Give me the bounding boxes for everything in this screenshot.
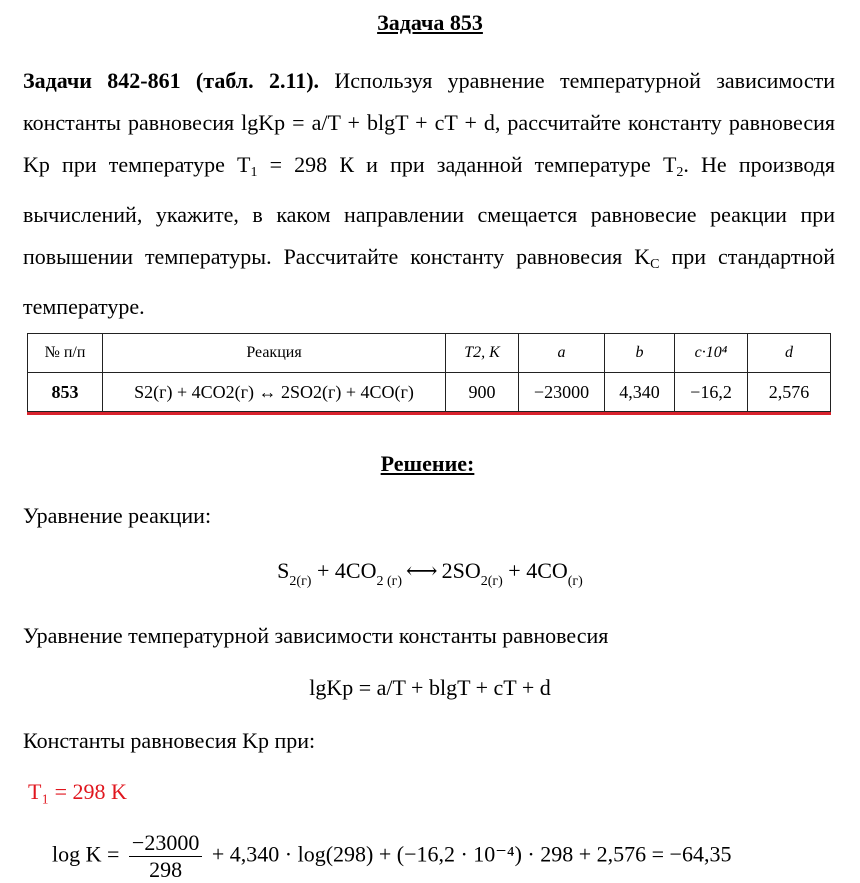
formula-fraction	[129, 830, 202, 883]
cell-t2: 900	[446, 373, 519, 412]
formula-numerator: −23000	[129, 830, 202, 857]
header-t2: T2, K	[446, 334, 519, 373]
formula-eq: =	[101, 841, 125, 867]
table-header-row	[28, 334, 831, 373]
eq-arrow-icon: ⟷	[406, 558, 438, 583]
problem-sub-3: C	[650, 257, 660, 272]
cell-b: 4,340	[605, 373, 675, 412]
cell-d: 2,576	[748, 373, 831, 412]
header-c: c·10⁴	[675, 334, 748, 373]
data-table	[27, 333, 831, 412]
reaction-equation	[0, 558, 860, 590]
problem-sub-2: 2	[676, 165, 684, 180]
eq-co-sub: (г)	[567, 574, 583, 589]
temp-dependence-label: Уравнение температурной зависимости константы равновесия	[23, 623, 609, 648]
header-a: a	[519, 334, 605, 373]
problem-text-4: при стандартной температуре.	[23, 244, 836, 319]
cell-num: 853	[28, 373, 103, 412]
problem-text-3: . Не производя вычислений, укажите, в каком направлении смещается равновесие реакции при повышении температуры. Рассчитайте константу равновесия K	[23, 152, 836, 269]
formula-denominator: 298	[149, 857, 183, 882]
t1-label: T₁ = 298 K	[28, 779, 127, 804]
problem-text-2: = 298 К и при заданной температуре T	[257, 152, 677, 177]
final-formula	[52, 830, 731, 883]
cell-c: −16,2	[675, 373, 748, 412]
table-underline	[27, 412, 831, 415]
solution-heading: Решение:	[380, 451, 475, 476]
eq-so2-sub: 2(г)	[480, 574, 503, 589]
eq-co2: + 4CO	[311, 558, 377, 583]
table-row	[28, 373, 831, 412]
cell-a: −23000	[519, 373, 605, 412]
header-reaction: Реакция	[103, 334, 446, 373]
header-d: d	[748, 334, 831, 373]
eq-so2: 2SO	[441, 558, 481, 583]
kp-label: Константы равновесия Kр при:	[23, 728, 316, 753]
cell-reaction: S2(г) + 4CO2(г) ↔ 2SO2(г) + 4CO(г)	[103, 373, 446, 412]
formula-rest: + 4,340 · log(298) + (−16,2 · 10⁻⁴) · 298 + 2,576 = −64,35	[206, 841, 732, 867]
eq-s-sub: 2(г)	[289, 574, 312, 589]
problem-statement	[23, 60, 835, 328]
page-title: Задача 853	[377, 10, 483, 35]
eq-s: S	[277, 558, 290, 583]
problem-sub-1: 1	[250, 165, 258, 180]
formula-lhs: log K	[52, 841, 102, 867]
eq-co: + 4CO	[502, 558, 568, 583]
problem-bold-prefix: Задачи 842-861 (табл. 2.11).	[23, 68, 320, 93]
problem-text-1: Используя уравнение температурной зависимости константы равновесия lgKp = a/T + blgT + cT + d, рассчитайте константу равновесия Kp при температуре T	[23, 68, 835, 177]
header-num: № п/п	[28, 334, 103, 373]
header-b: b	[605, 334, 675, 373]
reaction-label: Уравнение реакции:	[23, 503, 212, 528]
eq-co2-sub: 2 (г)	[376, 574, 403, 589]
temp-dependence-equation: lgKp = a/T + blgT + cT + d	[309, 675, 551, 700]
